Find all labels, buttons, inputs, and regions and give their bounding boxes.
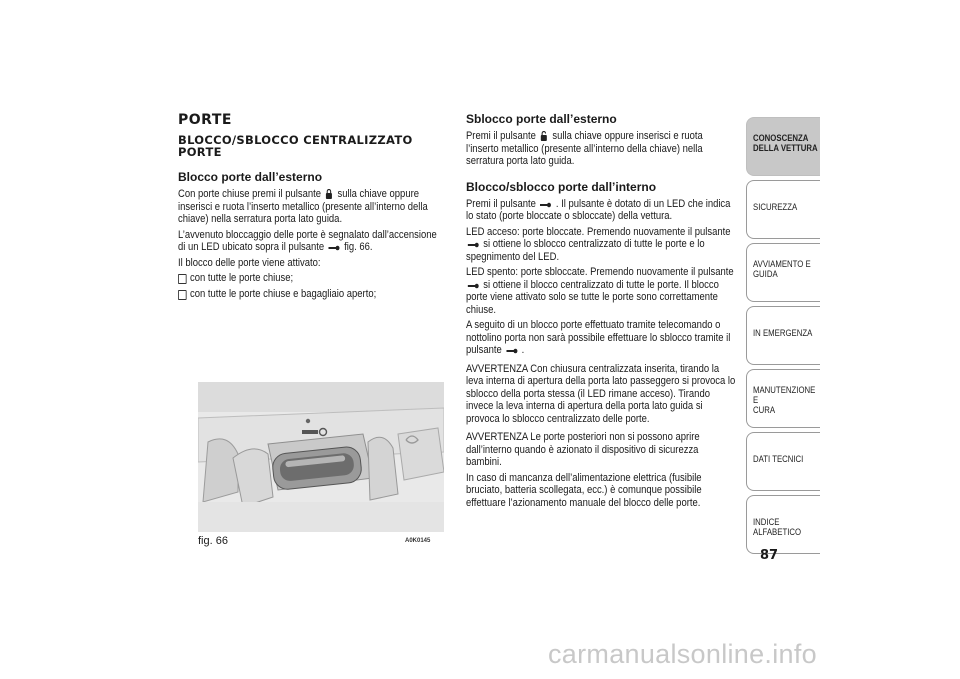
tab-indice-alfabetico[interactable] (746, 495, 820, 554)
paragraph-activation: Il blocco delle porte viene attivato: (178, 256, 321, 269)
paragraph-heading-unlock-outside: Sblocco porte dall’esterno (466, 112, 617, 126)
tab-label-line1: CONOSCENZA (753, 133, 809, 144)
padlock-icon (325, 189, 333, 199)
left-column (178, 112, 440, 303)
tab-avviamento-e-guida[interactable] (746, 243, 820, 302)
page-number: 87 (760, 548, 779, 563)
watermark: carmanualsonline.info (548, 639, 817, 669)
text-fragment: A seguito di un blocco porte effettuato tramite telecomando o nottolino porta non sarà possibile effettuare lo sblocco tramite il pulsante (466, 319, 731, 356)
paragraph-power-failure: In caso di mancanza dell’alimentazione elettrica (fusibile bruciato, batteria scollegata, ecc.) è comunque possibile effettuare l’azionamento manuale del blocco delle porte. (466, 471, 702, 509)
list-item-text: con tutte le porte chiuse e bagagliaio aperto; (190, 287, 377, 300)
text-fragment: si ottiene il blocco centralizzato di tutte le porte. Il blocco porte viene attivato solo se tutte le porte sono correttamente chiuse. (466, 278, 719, 316)
tab-conoscenza-della-vettura[interactable] (746, 117, 820, 176)
tab-label-line2: DELLA VETTURA (753, 143, 818, 154)
tab-sicurezza[interactable] (746, 180, 820, 239)
text-fragment: . Il pulsante è dotato di un LED che indica lo stato (porte bloccate o sbloccate) della vettura. (466, 197, 731, 222)
tab-label: DATI TECNICI (753, 454, 804, 465)
list-item-text: con tutte le porte chiuse; (190, 272, 294, 284)
padlock-open-icon (540, 131, 548, 141)
paragraph-lock-outside (178, 188, 439, 226)
text-fragment: Con porte chiuse premi il pulsante (178, 188, 322, 200)
list-item (178, 288, 439, 301)
paragraph-remote-lock (466, 319, 735, 357)
tab-label: IN EMERGENZA (753, 328, 813, 339)
figure-caption: fig. 66 (198, 535, 228, 547)
paragraph-led-on (466, 226, 735, 264)
section-heading-line1: BLOCCO/SBLOCCO CENTRALIZZATO (178, 133, 413, 147)
tab-dati-tecnici[interactable] (746, 432, 820, 491)
door-lock-button-icon (506, 346, 517, 354)
tab-label-line2: CURA (753, 405, 776, 416)
tab-in-emergenza[interactable] (746, 306, 820, 365)
paragraph-unlock-outside (466, 130, 735, 168)
text-fragment: Premi il pulsante (466, 197, 536, 210)
chapter-tabs (746, 117, 820, 558)
right-column (466, 112, 736, 512)
paragraph-led-off (466, 266, 735, 316)
list-item (178, 272, 439, 285)
tab-label (753, 260, 820, 280)
text-fragment: si ottiene lo sblocco centralizzato di tutte le porte e lo spegnimento del LED. (466, 238, 705, 263)
door-lock-button-icon (540, 200, 551, 208)
door-handle-illustration (198, 382, 444, 532)
section-heading-line2: PORTE (178, 145, 222, 159)
text-fragment: L’avvenuto bloccaggio delle porte è segnalato dall’accensione di un LED ubicato sopra il pulsante (178, 228, 437, 253)
tab-label (753, 134, 820, 154)
paragraph-heading-inside: Blocco/sblocco porte dall’interno (466, 179, 657, 194)
warning-child-lock: AVVERTENZA Le porte posteriori non si possono aprire dall’interno quando è azionato il dispositivo di sicurezza bambini. (466, 431, 700, 468)
tab-label (753, 386, 820, 416)
text-fragment: fig. 66. (344, 241, 373, 253)
tab-manutenzione-e-cura[interactable] (746, 369, 820, 428)
page-title: PORTE (178, 112, 232, 128)
door-lock-button-icon (468, 240, 479, 248)
figure-code: A0K0145 (405, 538, 431, 544)
text-fragment: LED acceso: porte bloccate. Premendo nuovamente il pulsante (466, 225, 731, 238)
section-heading (178, 134, 440, 158)
bullet-box-icon (178, 274, 187, 284)
door-lock-button-icon (468, 281, 479, 289)
warning-passenger-lever: AVVERTENZA Con chiusura centralizzata inserita, tirando la leva interna di apertura della porta lato passeggero si provoca lo sblocco della porta stessa (il LED rimane acceso). Tirando invece la leva interna di apertura della porta lato guida si provoca lo sblocco centralizzato delle porte. (466, 362, 736, 425)
text-fragment: . (521, 344, 525, 356)
tab-label-line2: GUIDA (753, 269, 778, 280)
paragraph-inside-button (466, 198, 735, 223)
paragraph-led-signal (178, 229, 439, 254)
tab-label: INDICE ALFABETICO (753, 517, 802, 538)
text-fragment: sulla chiave oppure inserisci e ruota l’inserto metallico (presente all’interno della chiave) nella serratura porta lato guida. (178, 188, 428, 225)
tab-label: SICUREZZA (753, 202, 798, 213)
figure-door-lock-button (198, 382, 444, 532)
text-fragment: Premi il pulsante (466, 130, 536, 142)
door-lock-button-icon (329, 243, 340, 251)
bullet-box-icon (178, 290, 187, 300)
paragraph-heading-lock-outside: Blocco porte dall’esterno (178, 170, 323, 184)
text-fragment: LED spento: porte sbloccate. Premendo nuovamente il pulsante (466, 266, 734, 278)
tab-label-line1: AVVIAMENTO E (753, 259, 811, 270)
text-fragment: sulla chiave oppure inserisci e ruota l’inserto metallico (presente all’interno della chiave) nella serratura porta lato guida. (466, 130, 703, 167)
tab-label-line1: MANUTENZIONE E (753, 385, 816, 406)
